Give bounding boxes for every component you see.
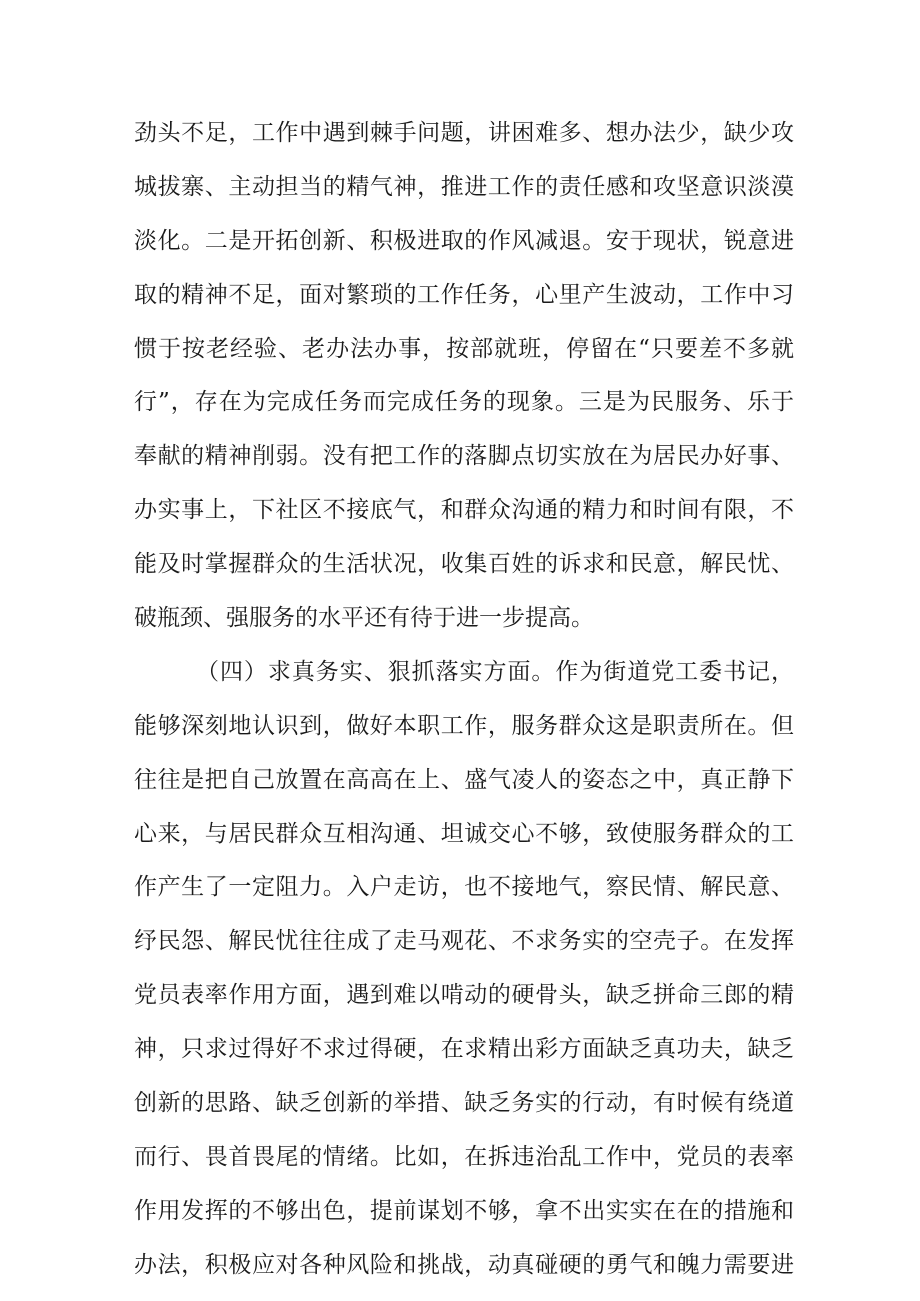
paragraph-line: 劲头不足，工作中遇到棘手问题，讲困难多、想办法少，缺少攻 [134, 120, 794, 146]
paragraph-line: 奉献的精神削弱。没有把工作的落脚点切实放在为居民办好事、 [134, 443, 794, 470]
paragraph-1 [134, 107, 794, 646]
paragraph-line: 破瓶颈、强服务的水平还有待于进一步提高。 [134, 605, 594, 632]
paragraph-line: 办法，积极应对各种风险和挑战，动真碰硬的勇气和魄力需要进 [134, 1251, 794, 1278]
paragraph-line: 淡化。二是开拓创新、积极进取的作风减退。安于现状，锐意进 [134, 227, 794, 254]
paragraph-line: 心来，与居民群众互相沟通、坦诚交心不够，致使服务群众的工 [134, 820, 794, 847]
paragraph-line: 往往是把自己放置在高高在上、盛气凌人的姿态之中，真正静下 [134, 766, 794, 793]
paragraph-line: 办实事上，下社区不接底气，和群众沟通的精力和时间有限，不 [134, 497, 794, 524]
paragraph-line: 取的精神不足，面对繁琐的工作任务，心里产生波动，工作中习 [134, 281, 794, 308]
paragraph-line: 作产生了一定阻力。入户走访，也不接地气，察民情、解民意、 [134, 874, 794, 901]
paragraph-line: 能及时掌握群众的生活状况，收集百姓的诉求和民意，解民忧、 [134, 551, 794, 578]
paragraph-line: 神，只求过得好不求过得硬，在求精出彩方面缺乏真功夫，缺乏 [134, 1036, 794, 1063]
paragraph-line: 而行、畏首畏尾的情绪。比如，在拆违治乱工作中，党员的表率 [134, 1143, 794, 1170]
paragraph-line: 城拔寨、主动担当的精气神，推进工作的责任感和攻坚意识淡漠 [134, 173, 794, 200]
paragraph-line: 作用发挥的不够出色，提前谋划不够，拿不出实实在在的措施和 [134, 1197, 794, 1224]
paragraph-line: 纾民怨、解民忧往往成了走马观花、不求务实的空壳子。在发挥 [134, 928, 794, 955]
paragraph-line: （四）求真务实、狠抓落实方面。作为街道党工委书记， [196, 658, 794, 685]
paragraph-line: 创新的思路、缺乏创新的举措、缺乏务实的行动，有时候有绕道 [134, 1090, 794, 1117]
paragraph-line: 行”，存在为完成任务而完成任务的现象。三是为民服务、乐于 [134, 389, 794, 416]
paragraph-2 [134, 646, 794, 1293]
paragraph-line: 惯于按老经验、老办法办事，按部就班，停留在“只要差不多就 [134, 335, 794, 362]
document-body [134, 107, 794, 1293]
paragraph-line: 党员表率作用方面，遇到难以啃动的硬骨头，缺乏拼命三郎的精 [134, 982, 794, 1009]
paragraph-line: 能够深刻地认识到，做好本职工作，服务群众这是职责所在。但 [134, 712, 794, 739]
